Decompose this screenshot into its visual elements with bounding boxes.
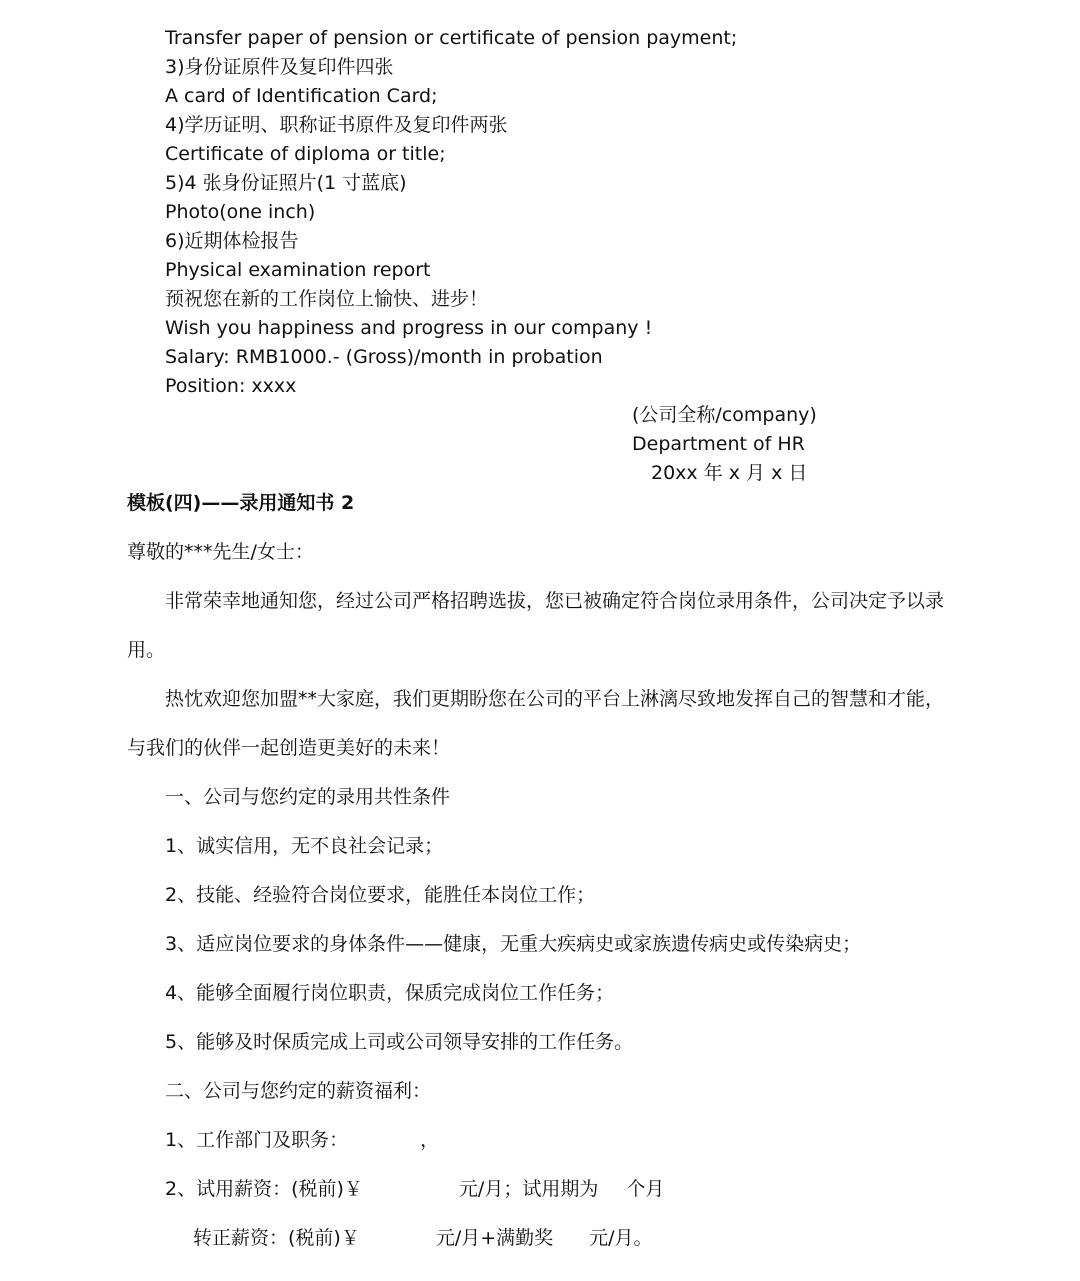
text-line: Photo(one inch)	[165, 201, 316, 223]
text-line: Wish you happiness and progress in our company !	[165, 317, 653, 339]
template-heading: 模板(四)——录用通知书 2	[127, 492, 355, 514]
item-label: 元/月。	[589, 1227, 653, 1249]
section-title: 一、公司与您约定的录用共性条件	[165, 786, 451, 808]
paragraph-line: 与我们的伙伴一起创造更美好的未来！	[127, 737, 451, 759]
text-line: A card of Identification Card;	[165, 85, 438, 107]
condition-item: 2、技能、经验符合岗位要求，能胜任本岗位工作；	[165, 884, 596, 906]
text-line: 5)4 张身份证照片(1 寸蓝底)	[165, 172, 407, 194]
text-line: Certificate of diploma or title;	[165, 143, 446, 165]
paragraph-line: 热忱欢迎您加盟**大家庭，我们更期盼您在公司的平台上淋漓尽致地发挥自己的智慧和才能，	[165, 688, 945, 710]
item-label: 1、工作部门及职务：	[165, 1129, 349, 1151]
section-title: 二、公司与您约定的薪资福利：	[165, 1080, 432, 1102]
text-line: Position: xxxx	[165, 375, 297, 397]
item-label: 个月	[626, 1178, 665, 1200]
condition-item: 4、能够全面履行岗位职责，保质完成岗位工作任务；	[165, 982, 615, 1004]
item-label: 元/月+满勤奖	[435, 1227, 554, 1249]
text-line: 6)近期体检报告	[165, 230, 299, 252]
item-label: 元/月；试用期为	[458, 1178, 599, 1200]
item-label: 2、试用薪资：(税前)￥	[165, 1178, 363, 1200]
text-line: Transfer paper of pension or certificate of pension payment;	[165, 27, 738, 49]
text-line: 预祝您在新的工作岗位上愉快、进步！	[165, 288, 489, 310]
condition-item: 3、适应岗位要求的身体条件——健康，无重大疾病史或家族遗传病史或传染病史；	[165, 933, 862, 955]
item-label: 转正薪资：(税前)￥	[193, 1227, 360, 1249]
text-line: 4)学历证明、职称证书原件及复印件两张	[165, 114, 508, 136]
salutation: 尊敬的***先生/女士：	[127, 541, 314, 563]
signature-company: (公司全称/company)	[632, 404, 817, 426]
salary-item-regular	[193, 1225, 653, 1251]
signature-department: Department of HR	[632, 433, 805, 455]
paragraph-line: 用。	[127, 639, 166, 661]
text-line: 3)身份证原件及复印件四张	[165, 56, 394, 78]
paragraph-line: 非常荣幸地通知您，经过公司严格招聘选拔，您已被确定符合岗位录用条件，公司决定予以录	[165, 590, 945, 612]
condition-item: 5、能够及时保质完成上司或公司领导安排的工作任务。	[165, 1031, 634, 1053]
salary-item-probation	[165, 1176, 664, 1202]
text-line: Physical examination report	[165, 259, 431, 281]
text-line: Salary: RMB1000.- (Gross)/month in probation	[165, 346, 603, 368]
item-separator: ，	[420, 1129, 440, 1151]
salary-item-department	[165, 1127, 439, 1153]
signature-date: 20xx 年 x 月 x 日	[651, 462, 808, 484]
condition-item: 1、诚实信用，无不良社会记录；	[165, 835, 444, 857]
